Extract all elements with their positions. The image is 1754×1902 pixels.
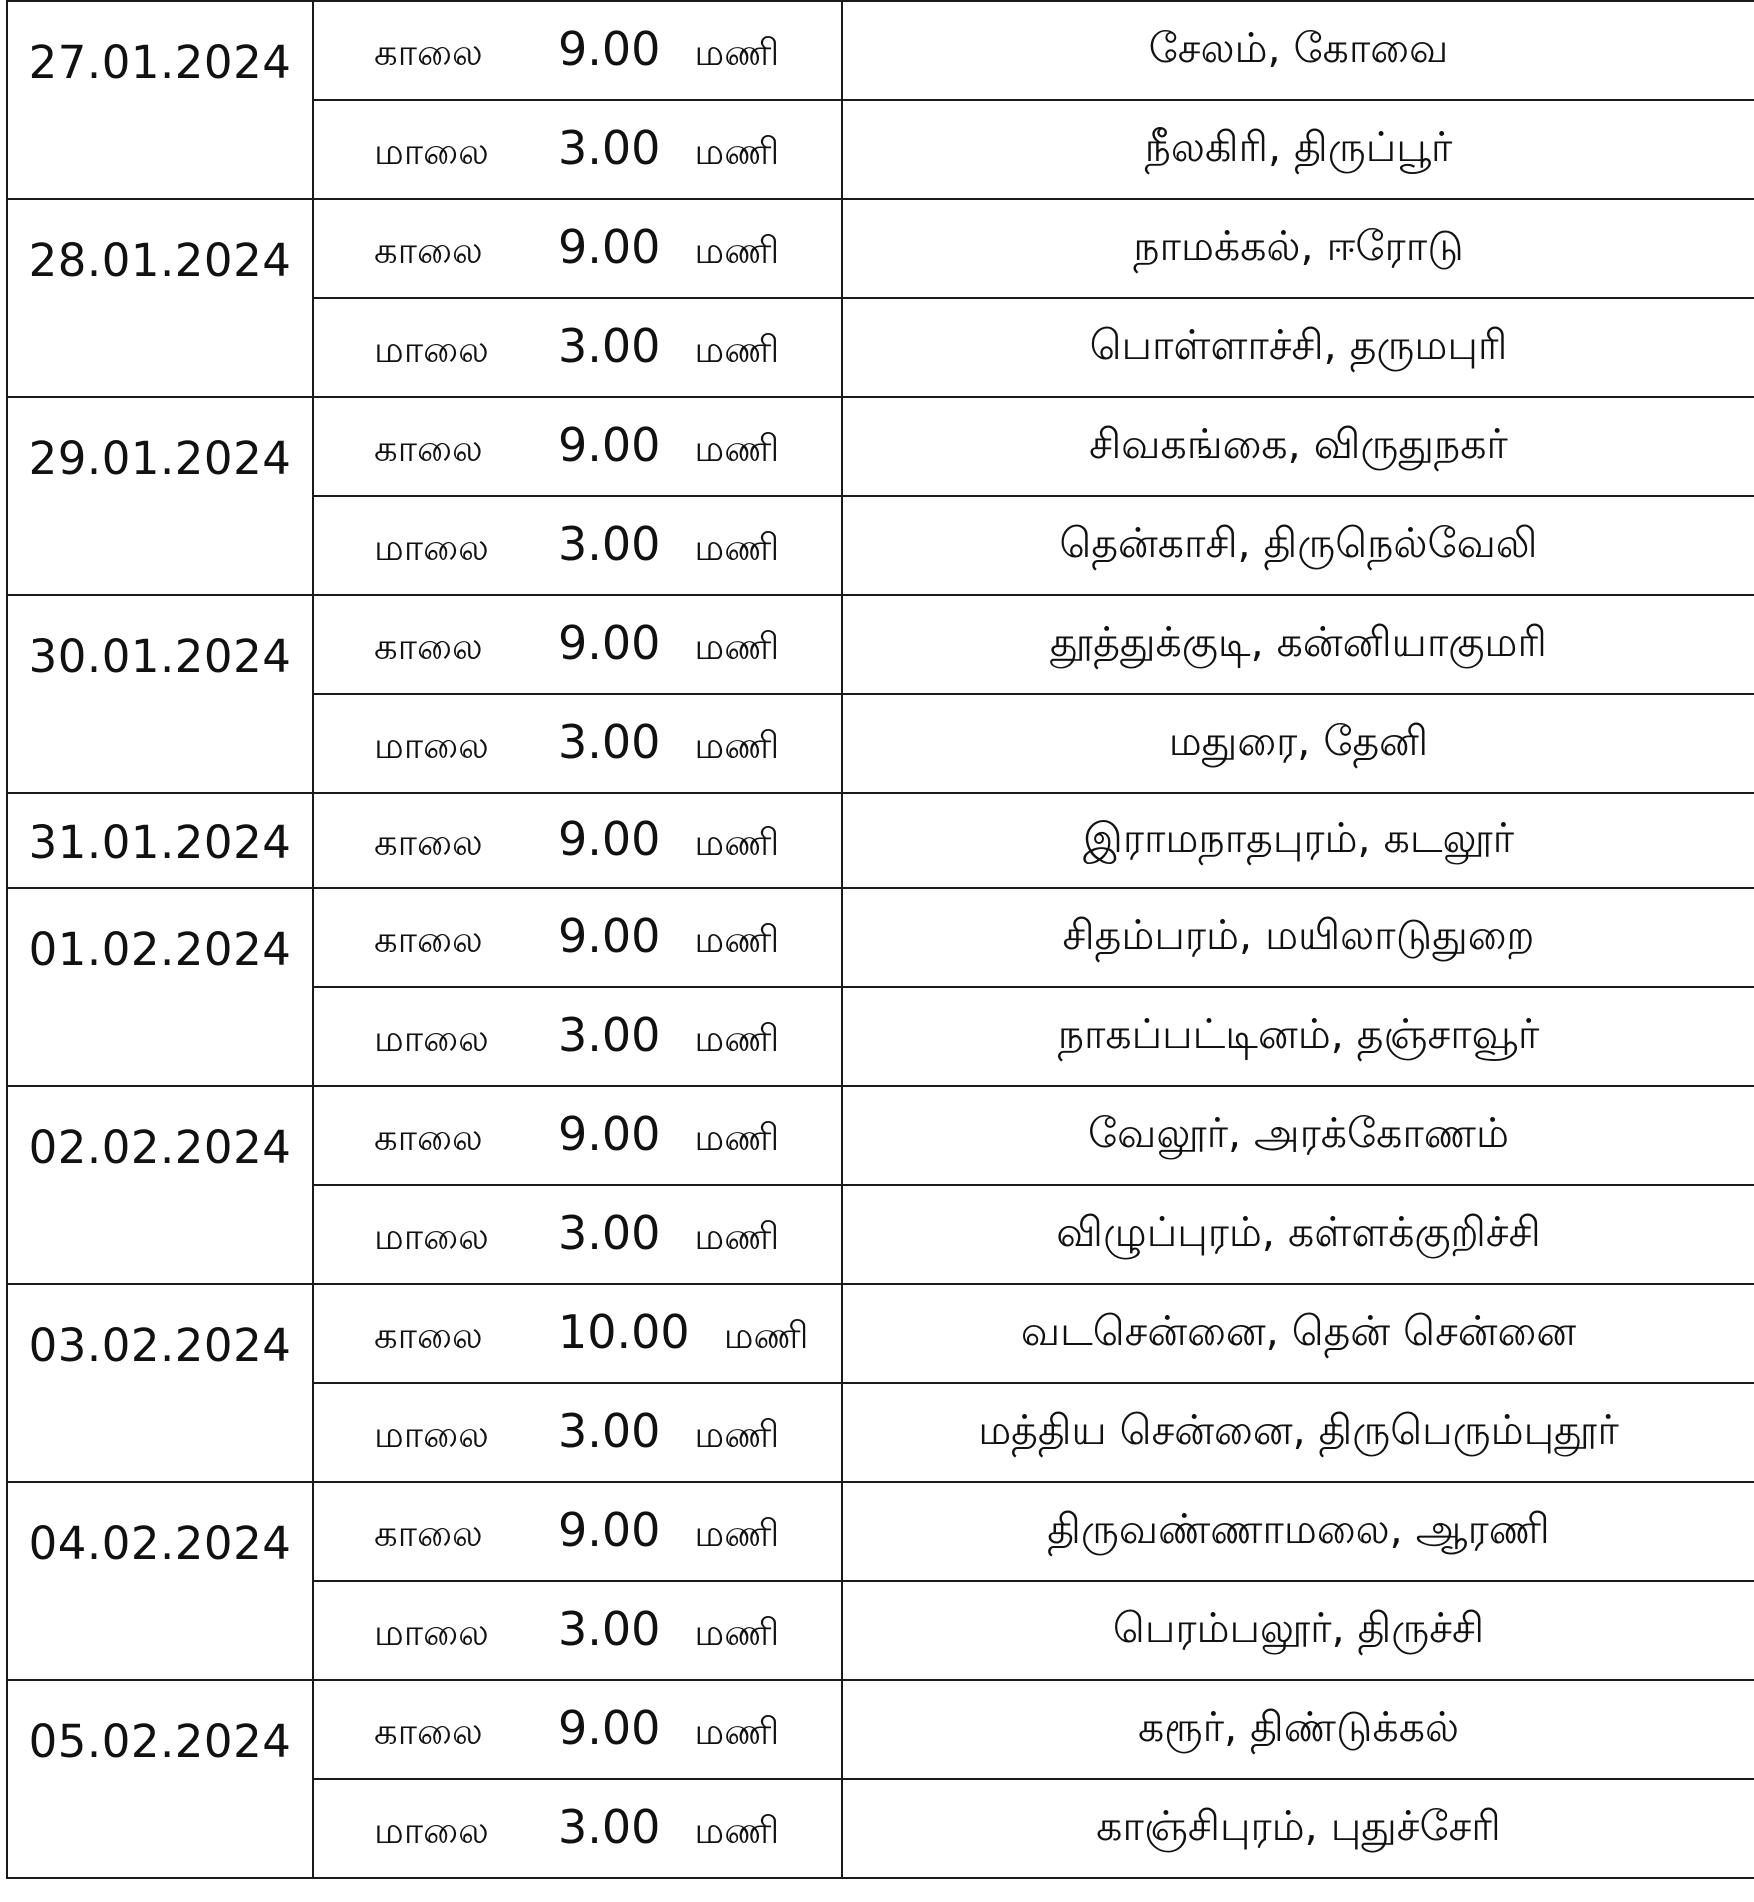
time-unit: மணி <box>694 724 780 767</box>
time-cell <box>313 1680 842 1779</box>
period-label: காலை <box>374 229 483 272</box>
date-label: 28.01.2024 <box>28 234 292 287</box>
time-group <box>314 1602 841 1659</box>
places-label: கரூர், திண்டுக்கல் <box>1138 1702 1459 1751</box>
places-label: மதுரை, தேனி <box>1168 716 1429 765</box>
time-group <box>314 1404 841 1461</box>
time-group <box>314 616 841 673</box>
time-unit: மணி <box>694 1809 780 1852</box>
date-label: 27.01.2024 <box>28 36 292 89</box>
period-label: மாலை <box>374 1413 489 1456</box>
date-cell <box>7 397 313 595</box>
places-cell <box>842 1383 1754 1482</box>
date-cell <box>7 1 313 199</box>
places-label: வடசென்னை, தென் சென்னை <box>1020 1306 1577 1355</box>
date-cell <box>7 888 313 1086</box>
clock-time: 10.00 <box>558 1305 690 1359</box>
clock-time: 9.00 <box>558 1107 661 1161</box>
clock-time: 3.00 <box>558 517 661 571</box>
time-cell <box>313 496 842 595</box>
places-cell <box>842 595 1754 694</box>
places-label: தென்காசி, திருநெல்வேலி <box>1059 518 1538 567</box>
places-label: தூத்துக்குடி, கன்னியாகுமரி <box>1050 617 1547 666</box>
places-label: சிவகங்கை, விருதுநகர் <box>1089 419 1508 468</box>
places-label: இராமநாதபுரம், கடலூர் <box>1082 813 1515 862</box>
schedule-body <box>7 1 1754 1878</box>
time-group <box>314 1008 841 1065</box>
places-label: திருவண்ணாமலை, ஆரணி <box>1047 1504 1550 1553</box>
period-label: காலை <box>374 1314 483 1357</box>
time-cell <box>313 1 842 100</box>
places-cell <box>842 1 1754 100</box>
date-label: 30.01.2024 <box>28 630 292 683</box>
places-label: பொள்ளாச்சி, தருமபுரி <box>1089 320 1508 369</box>
time-cell <box>313 199 842 298</box>
schedule-row <box>7 1284 1754 1383</box>
date-label: 29.01.2024 <box>28 432 292 485</box>
time-unit: மணி <box>723 1314 809 1357</box>
places-cell <box>842 199 1754 298</box>
time-cell <box>313 595 842 694</box>
date-label: 03.02.2024 <box>28 1319 292 1372</box>
clock-time: 9.00 <box>558 616 661 670</box>
time-group <box>314 517 841 574</box>
date-cell <box>7 1284 313 1482</box>
schedule-row <box>7 397 1754 496</box>
time-cell <box>313 1185 842 1284</box>
time-group <box>314 1503 841 1560</box>
time-unit: மணி <box>694 625 780 668</box>
clock-time: 3.00 <box>558 1602 661 1656</box>
time-unit: மணி <box>694 328 780 371</box>
period-label: காலை <box>374 1116 483 1159</box>
date-label: 01.02.2024 <box>28 923 292 976</box>
time-unit: மணி <box>694 1017 780 1060</box>
time-unit: மணி <box>694 1710 780 1753</box>
places-label: நாமக்கல், ஈரோடு <box>1133 221 1464 270</box>
time-group <box>314 121 841 178</box>
period-label: காலை <box>374 918 483 961</box>
places-cell <box>842 496 1754 595</box>
places-label: பெரம்பலூர், திருச்சி <box>1112 1603 1485 1652</box>
time-group <box>314 1305 841 1362</box>
date-cell <box>7 595 313 793</box>
time-cell <box>313 397 842 496</box>
places-cell <box>842 298 1754 397</box>
places-cell <box>842 1185 1754 1284</box>
time-cell <box>313 1482 842 1581</box>
time-cell <box>313 1086 842 1185</box>
time-cell <box>313 694 842 793</box>
schedule-row <box>7 1680 1754 1779</box>
clock-time: 9.00 <box>558 1701 661 1755</box>
places-label: நீலகிரி, திருப்பூர் <box>1144 122 1453 171</box>
time-unit: மணி <box>694 1116 780 1159</box>
period-label: மாலை <box>374 328 489 371</box>
schedule-row <box>7 1 1754 100</box>
period-label: மாலை <box>374 130 489 173</box>
places-label: சேலம், கோவை <box>1148 23 1449 72</box>
schedule-sheet <box>6 0 1754 1890</box>
time-cell <box>313 298 842 397</box>
time-unit: மணி <box>694 229 780 272</box>
time-cell <box>313 793 842 888</box>
places-label: காஞ்சிபுரம், புதுச்சேரி <box>1096 1801 1501 1850</box>
clock-time: 3.00 <box>558 319 661 373</box>
period-label: மாலை <box>374 1215 489 1258</box>
schedule-row <box>7 1482 1754 1581</box>
time-group <box>314 909 841 966</box>
schedule-row <box>7 1086 1754 1185</box>
time-cell <box>313 1383 842 1482</box>
date-cell <box>7 1680 313 1878</box>
period-label: மாலை <box>374 724 489 767</box>
clock-time: 3.00 <box>558 1800 661 1854</box>
places-cell <box>842 1581 1754 1680</box>
time-group <box>314 1206 841 1263</box>
time-unit: மணி <box>694 427 780 470</box>
places-label: வேலூர், அரக்கோணம் <box>1088 1108 1509 1157</box>
date-cell <box>7 1482 313 1680</box>
period-label: மாலை <box>374 526 489 569</box>
time-group <box>314 418 841 475</box>
places-cell <box>842 1779 1754 1878</box>
clock-time: 9.00 <box>558 909 661 963</box>
clock-time: 3.00 <box>558 121 661 175</box>
time-group <box>314 1701 841 1758</box>
time-unit: மணி <box>694 821 780 864</box>
date-label: 02.02.2024 <box>28 1121 292 1174</box>
places-cell <box>842 1680 1754 1779</box>
date-label: 31.01.2024 <box>28 816 292 869</box>
period-label: மாலை <box>374 1017 489 1060</box>
clock-time: 3.00 <box>558 1206 661 1260</box>
period-label: காலை <box>374 1512 483 1555</box>
clock-time: 9.00 <box>558 1503 661 1557</box>
time-group <box>314 1107 841 1164</box>
period-label: காலை <box>374 427 483 470</box>
time-unit: மணி <box>694 1512 780 1555</box>
time-cell <box>313 100 842 199</box>
time-unit: மணி <box>694 1611 780 1654</box>
time-unit: மணி <box>694 1413 780 1456</box>
time-group <box>314 220 841 277</box>
clock-time: 3.00 <box>558 1008 661 1062</box>
time-unit: மணி <box>694 1215 780 1258</box>
places-cell <box>842 397 1754 496</box>
schedule-row <box>7 793 1754 888</box>
time-group <box>314 1800 841 1857</box>
time-group <box>314 319 841 376</box>
period-label: மாலை <box>374 1809 489 1852</box>
time-unit: மணி <box>694 918 780 961</box>
places-cell <box>842 987 1754 1086</box>
time-cell <box>313 1779 842 1878</box>
date-label: 04.02.2024 <box>28 1517 292 1570</box>
schedule-row <box>7 199 1754 298</box>
clock-time: 3.00 <box>558 1404 661 1458</box>
time-group <box>314 812 841 869</box>
time-cell <box>313 1284 842 1383</box>
places-label: விழுப்புரம், கள்ளக்குறிச்சி <box>1056 1207 1541 1256</box>
time-group <box>314 715 841 772</box>
places-cell <box>842 1086 1754 1185</box>
time-cell <box>313 987 842 1086</box>
places-label: சிதம்பரம், மயிலாடுதுறை <box>1062 910 1535 959</box>
places-cell <box>842 888 1754 987</box>
time-cell <box>313 888 842 987</box>
places-cell <box>842 1482 1754 1581</box>
period-label: காலை <box>374 31 483 74</box>
places-cell <box>842 1284 1754 1383</box>
places-label: மத்திய சென்னை, திருபெரும்புதூர் <box>978 1405 1619 1454</box>
time-unit: மணி <box>694 130 780 173</box>
schedule-row <box>7 595 1754 694</box>
places-label: நாகப்பட்டினம், தஞ்சாவூர் <box>1057 1009 1540 1058</box>
time-unit: மணி <box>694 31 780 74</box>
schedule-table <box>6 0 1754 1879</box>
date-cell <box>7 1086 313 1284</box>
date-cell <box>7 199 313 397</box>
clock-time: 9.00 <box>558 220 661 274</box>
period-label: காலை <box>374 821 483 864</box>
time-group <box>314 22 841 79</box>
places-cell <box>842 793 1754 888</box>
time-cell <box>313 1581 842 1680</box>
time-unit: மணி <box>694 526 780 569</box>
period-label: மாலை <box>374 1611 489 1654</box>
date-cell <box>7 793 313 888</box>
clock-time: 9.00 <box>558 812 661 866</box>
places-cell <box>842 694 1754 793</box>
clock-time: 3.00 <box>558 715 661 769</box>
places-cell <box>842 100 1754 199</box>
clock-time: 9.00 <box>558 418 661 472</box>
period-label: காலை <box>374 625 483 668</box>
clock-time: 9.00 <box>558 22 661 76</box>
date-label: 05.02.2024 <box>28 1715 292 1768</box>
period-label: காலை <box>374 1710 483 1753</box>
schedule-row <box>7 888 1754 987</box>
